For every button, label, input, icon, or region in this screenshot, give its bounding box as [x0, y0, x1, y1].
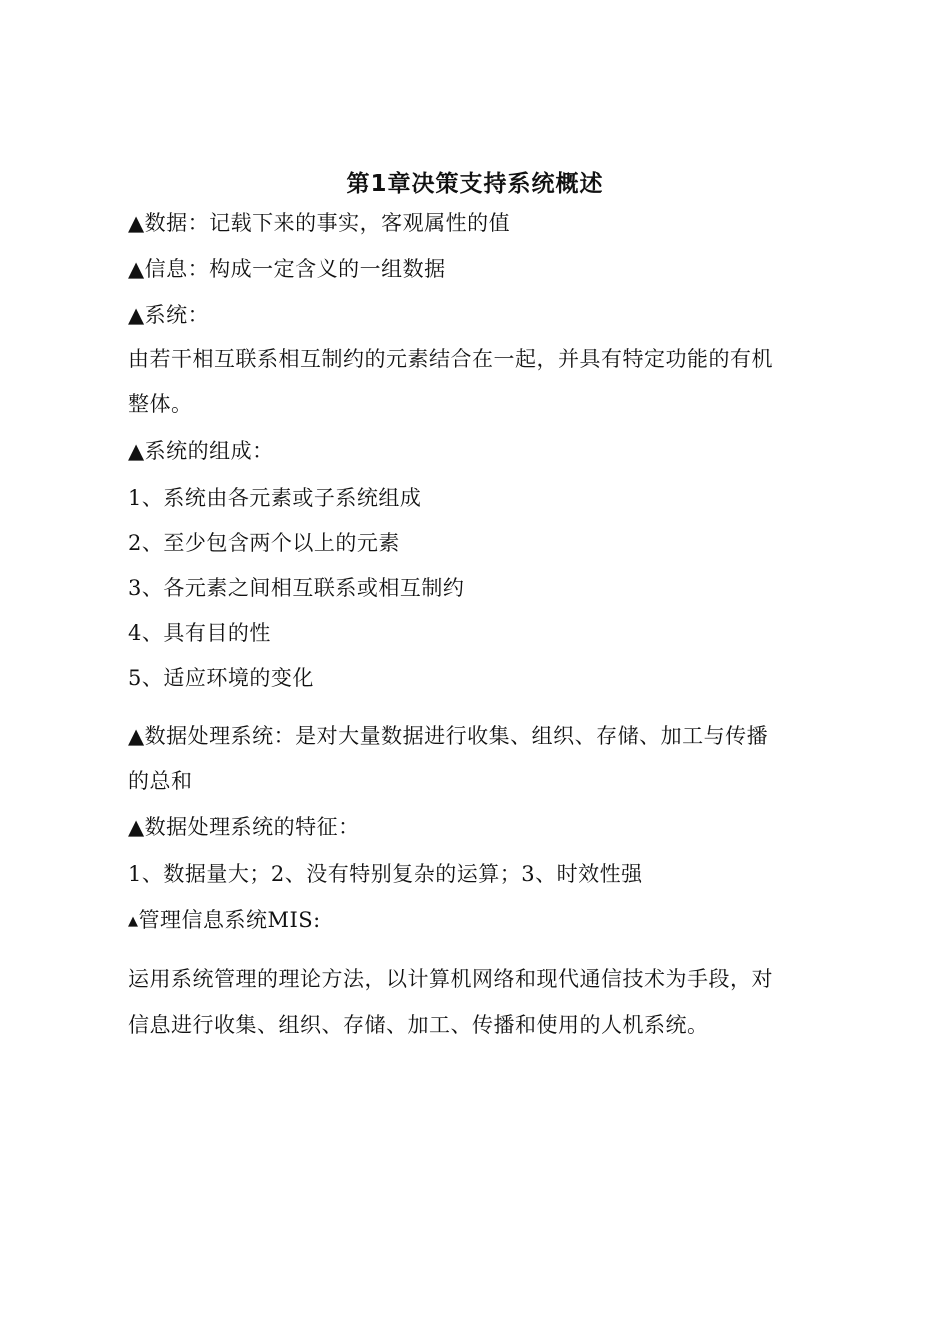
composition-item-4: 4、具有目的性 [128, 621, 271, 645]
triangle-bullet: ▲ [128, 914, 139, 929]
composition-item-3: 3、各元素之间相互联系或相互制约 [128, 576, 465, 600]
definition-system-heading: ▲系统： [128, 303, 210, 327]
composition-item-5: 5、适应环境的变化 [128, 666, 314, 690]
chapter-title: 第1章决策支持系统概述 [346, 171, 604, 197]
mis-definition-line2: 信息进行收集、组织、存储、加工、传播和使用的人机系统。 [128, 1013, 709, 1037]
dps-features-list: 1、数据量大；2、没有特别复杂的运算；3、时效性强 [128, 862, 643, 886]
composition-item-2: 2、至少包含两个以上的元素 [128, 531, 400, 555]
definition-information: ▲信息：构成一定含义的一组数据 [128, 257, 446, 281]
mis-heading-text: 管理信息系统MIS: [138, 908, 321, 932]
definition-data: ▲数据：记载下来的事实，客观属性的值 [128, 211, 511, 235]
dps-definition-line2: 的总和 [128, 769, 193, 793]
definition-system-text-line2: 整体。 [128, 392, 193, 416]
system-composition-heading: ▲系统的组成： [128, 439, 274, 463]
composition-item-1: 1、系统由各元素或子系统组成 [128, 486, 422, 510]
mis-heading [128, 905, 828, 937]
definition-system-text-line1: 由若干相互联系相互制约的元素结合在一起，并具有特定功能的有机 [128, 347, 773, 371]
dps-features-heading: ▲数据处理系统的特征： [128, 815, 360, 839]
mis-definition-line1: 运用系统管理的理论方法，以计算机网络和现代通信技术为手段，对 [128, 967, 773, 991]
dps-definition-line1: ▲数据处理系统：是对大量数据进行收集、组织、存储、加工与传播 [128, 724, 769, 748]
